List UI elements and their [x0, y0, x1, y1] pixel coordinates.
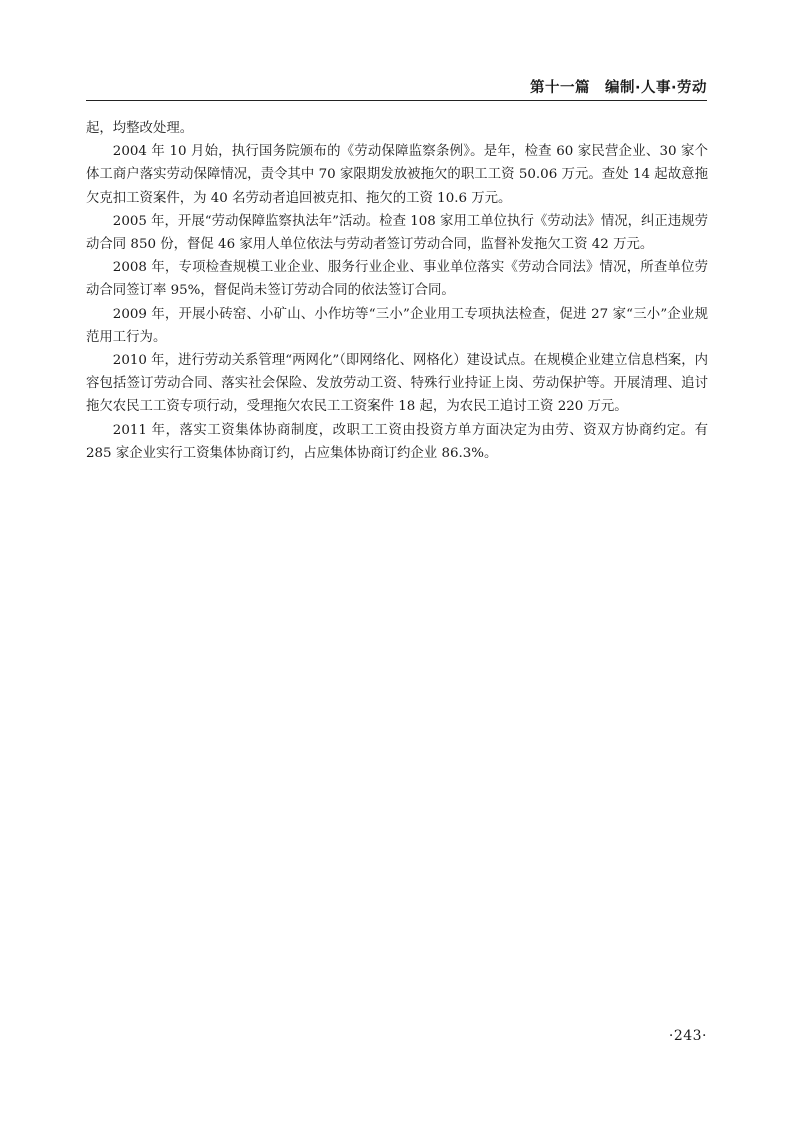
paragraph-2011: 2011 年，落实工资集体协商制度，改职工工资由投资方单方面决定为由劳、资双方协商约定。有 285 家企业实行工资集体协商订约，占应集体协商订约企业 86.3%。 — [86, 422, 708, 461]
body-text — [86, 117, 708, 465]
paragraph-2010: 2010 年，进行劳动关系管理“两网化”（即网络化、网格化）建设试点。在规模企业建立信息档案，内容包括签订劳动合同、落实社会保险、发放劳动工资、特殊行业持证上岗、劳动保护等。开展清理、追讨拖欠农民工工资专项行动，受理拖欠农民工工资案件 18 起，为农民工追讨工资 220 万元。 — [86, 353, 708, 415]
paragraph-2005: 2005 年，开展“劳动保障监察执法年”活动。检查 108 家用工单位执行《劳动法》情况，纠正违规劳动合同 850 份，督促 46 家用人单位依法与劳动者签订劳动合同，监督补发拖欠工资 42 万元。 — [86, 213, 708, 253]
page-number: ·243· — [668, 1028, 707, 1044]
paragraph-continuation: 起，均整改处理。 — [86, 121, 194, 136]
paragraph-2008: 2008 年，专项检查规模工业企业、服务行业企业、事业单位落实《劳动合同法》情况，所查单位劳动合同签订率 95%，督促尚未签订劳动合同的依法签订合同。 — [86, 260, 708, 299]
section-title: 第十一篇 编制·人事·劳动 — [529, 80, 707, 96]
paragraph-2004: 2004 年 10 月始，执行国务院颁布的《劳动保障监察条例》。是年，检查 60 家民营企业、30 家个体工商户落实劳动保障情况，责令其中 70 家限期发放被拖欠的职工工资 50.06 万元。查处 14 起故意拖欠克扣工资案件，为 40 名劳动者追回被克扣、拖欠的工资 10.6 万元。 — [86, 144, 708, 206]
paragraph-2009: 2009 年，开展小砖窑、小矿山、小作坊等“三小”企业用工专项执法检查，促进 27 家“三小”企业规范用工行为。 — [86, 306, 708, 345]
running-header — [86, 70, 707, 101]
